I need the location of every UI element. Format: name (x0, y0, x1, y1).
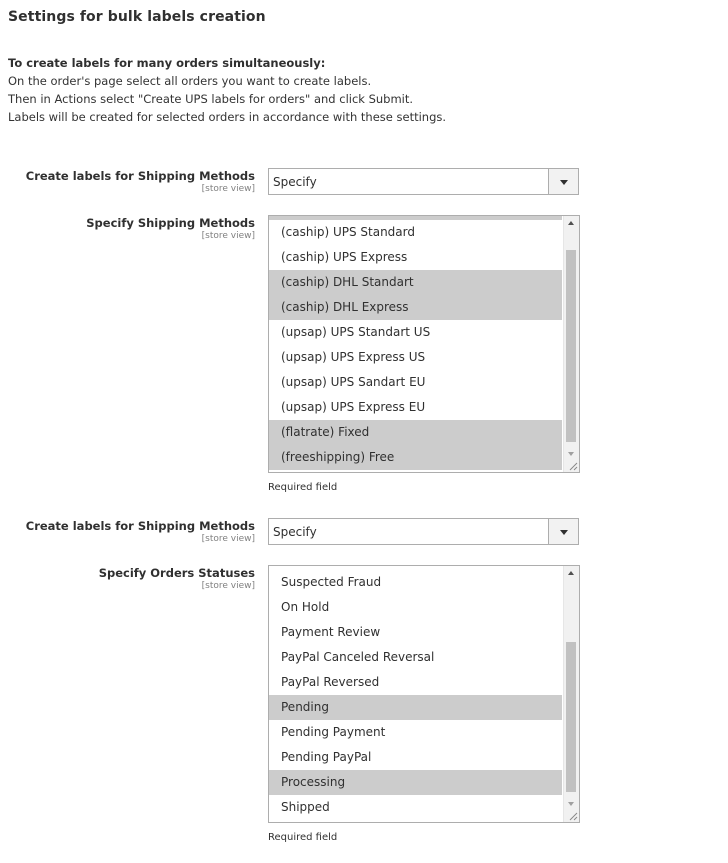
intro-text (8, 54, 446, 126)
scope-hint: [store view] (201, 231, 255, 241)
option-item[interactable]: Processing (269, 770, 562, 795)
field-label (26, 519, 255, 544)
arrow-up-icon[interactable] (568, 571, 574, 575)
scrollbar[interactable] (563, 566, 579, 822)
intro-line: Labels will be created for selected orders in accordance with these settings. (8, 110, 447, 124)
arrow-down-icon[interactable] (568, 452, 574, 456)
field-label-text: Specify Orders Statuses (98, 566, 255, 580)
dropdown-toggle[interactable] (548, 519, 578, 544)
option-item[interactable]: Shipped (281, 800, 330, 814)
intro-heading: To create labels for many orders simultaneously: (8, 56, 326, 70)
option-item[interactable]: (freeshipping) Free (269, 445, 562, 470)
field-label-text: Create labels for Shipping Methods (25, 169, 255, 183)
field-label (26, 169, 255, 194)
option-item[interactable]: (upsap) UPS Express EU (281, 400, 426, 414)
dropdown-toggle[interactable] (548, 169, 578, 194)
option-item[interactable]: (flatrate) Fixed (269, 420, 562, 445)
option-item[interactable]: (caship) DHL Standart (269, 270, 562, 295)
resize-grip-icon[interactable] (568, 461, 578, 471)
option-item[interactable]: (upsap) UPS Sandart EU (281, 375, 426, 389)
scrollbar[interactable] (563, 216, 579, 472)
field-label (86, 216, 255, 241)
option-item[interactable]: Pending (269, 695, 562, 720)
section-title: Settings for bulk labels creation (8, 9, 266, 25)
order-statuses-multiselect[interactable] (268, 565, 580, 823)
option-item[interactable]: Pending PayPal (281, 750, 372, 764)
intro-line: Then in Actions select "Create UPS labels for orders" and click Submit. (8, 92, 414, 106)
scope-hint: [store view] (201, 534, 255, 544)
shipping-methods-multiselect[interactable] (268, 215, 580, 473)
arrow-up-icon[interactable] (568, 221, 574, 225)
scope-hint: [store view] (201, 581, 255, 591)
option-item[interactable]: (caship) UPS Express (281, 250, 408, 264)
required-field-note: Required field (268, 482, 338, 493)
required-field-note: Required field (268, 832, 338, 843)
option-item[interactable]: On Hold (281, 600, 330, 614)
arrow-down-icon[interactable] (568, 802, 574, 806)
field-label-text: Create labels for Shipping Methods (25, 519, 255, 533)
option-item[interactable]: Payment Review (281, 625, 381, 639)
select-value: Specify (273, 175, 317, 189)
intro-line: On the order's page select all orders you want to create labels. (8, 74, 372, 88)
chevron-down-icon (560, 530, 568, 535)
option-item[interactable]: Pending Payment (281, 725, 386, 739)
scope-hint: [store view] (201, 184, 255, 194)
create-labels-shipping-select[interactable] (268, 518, 579, 545)
field-label (99, 566, 255, 591)
select-value: Specify (273, 525, 317, 539)
option-item[interactable]: Suspected Fraud (281, 575, 382, 589)
scrollbar-thumb[interactable] (566, 250, 576, 442)
option-item[interactable]: (upsap) UPS Express US (281, 350, 426, 364)
create-labels-shipping-select[interactable] (268, 168, 579, 195)
field-label-text: Specify Shipping Methods (86, 216, 255, 230)
option-item[interactable]: (upsap) UPS Standart US (281, 325, 431, 339)
option-item[interactable]: (caship) UPS Standard (281, 225, 415, 239)
option-item[interactable]: PayPal Canceled Reversal (281, 650, 435, 664)
resize-grip-icon[interactable] (568, 811, 578, 821)
option-item[interactable]: (caship) DHL Express (269, 295, 562, 320)
scrollbar-thumb[interactable] (566, 642, 576, 792)
chevron-down-icon (560, 180, 568, 185)
option-item[interactable]: PayPal Reversed (281, 675, 380, 689)
